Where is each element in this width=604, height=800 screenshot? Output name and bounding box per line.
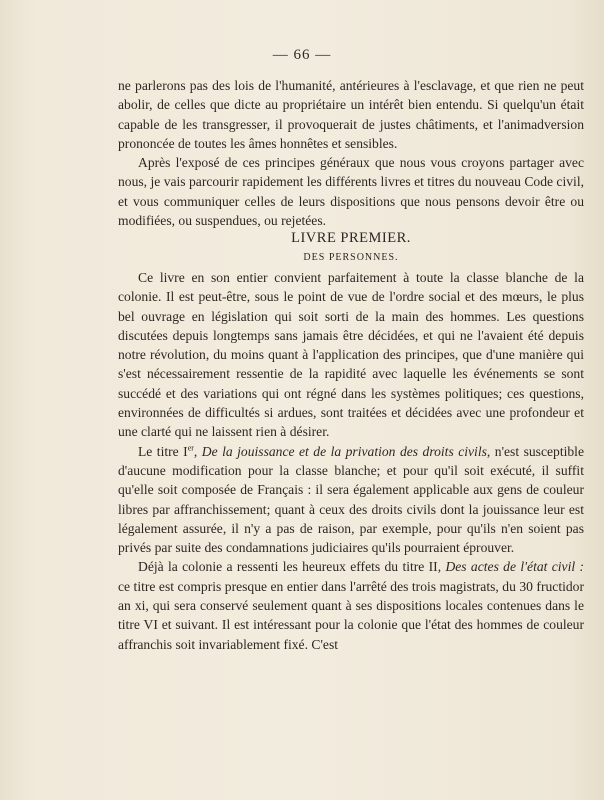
p2-superscript: er: [187, 443, 194, 453]
p3-start: Déjà la colonie a ressenti les heureux effets du titre II,: [138, 559, 446, 575]
p2-title-italic: De la jouissance et de la privation des droits civils: [201, 443, 487, 459]
p3-title-italic: Des actes de l'état civil :: [445, 559, 585, 575]
body-paragraph-3: [118, 557, 584, 653]
page-number: — 66 —: [272, 47, 332, 63]
section-subtitle: DES PERSONNES.: [303, 252, 399, 263]
intro-text: [118, 76, 584, 230]
body-text: [118, 268, 584, 654]
section-title: LIVRE PREMIER.: [291, 230, 411, 246]
body-paragraph-1: Ce livre en son entier convient parfaitement à toute la classe blanche de la colonie. Il est peut-être, sous le point de vue de l'ordre social et des mœurs, le plus bel ouvrage en législation qui soit sorti de la main des hommes. Les questions discutées depuis longtemps sans jamais être décidées, et qui ne l'avaient été depuis notre révolution, du moins quant à l'application des principes, que d'une manière qui s'est nécessairement ressentie de la rapidité avec laquelle les événements se sont succédé et des variations qui ont régné dans les systèmes politiques; ces questions, environnées de difficultés si ardues, sont traitées et décidées avec une profondeur et une clarté qui ne laissent rien à désirer.: [118, 270, 584, 440]
intro-paragraph-2: Après l'exposé de ces principes généraux que nous vous croyons partager avec nous, je vais parcourir rapidement les différents livres et titres du nouveau Code civil, et vous communiquer celles de leurs dispositions que nous pensons devoir être ou modifiées, ou suspendues, ou rejetées.: [118, 155, 584, 229]
p2-separator: ,: [193, 443, 202, 459]
p2-rest: , n'est susceptible d'aucune modification pour la classe blanche; et pour qu'il soit exécuté, il suffit qu'elle soit composée de Français : il sera également applicable aux gens de couleur libres par affranchissement; quant à ceux des droits civils dont la jouissance leur est légalement assurée, il n'y a pas de raison, par exemple, pour qu'ils n'en soient pas privés par suite des condamnations judiciaires qu'ils pourraient éprouver.: [118, 443, 584, 556]
p2-start: Le titre I: [138, 443, 188, 459]
p3-rest: ce titre est compris presque en entier dans l'arrêté des trois magistrats, du 30 fructidor an xi, qui sera conservé seulement quant à ses dispositions locales contenues dans le titre VI et suivant. Il est intéressant pour la colonie que l'état des hommes de couleur affranchis soit invariablement fixé. C'est: [118, 578, 584, 652]
intro-paragraph-1: ne parlerons pas des lois de l'humanité, antérieures à l'esclavage, et que rien ne peut abolir, de celles que dicte au propriétaire un intérêt bien entendu. Si quelqu'un était capable de les transgresser, il provoquerait de justes châtiments, et l'animadversion prononcée de toutes les âmes honnêtes et sensibles.: [118, 78, 584, 151]
body-paragraph-2: [118, 442, 584, 558]
